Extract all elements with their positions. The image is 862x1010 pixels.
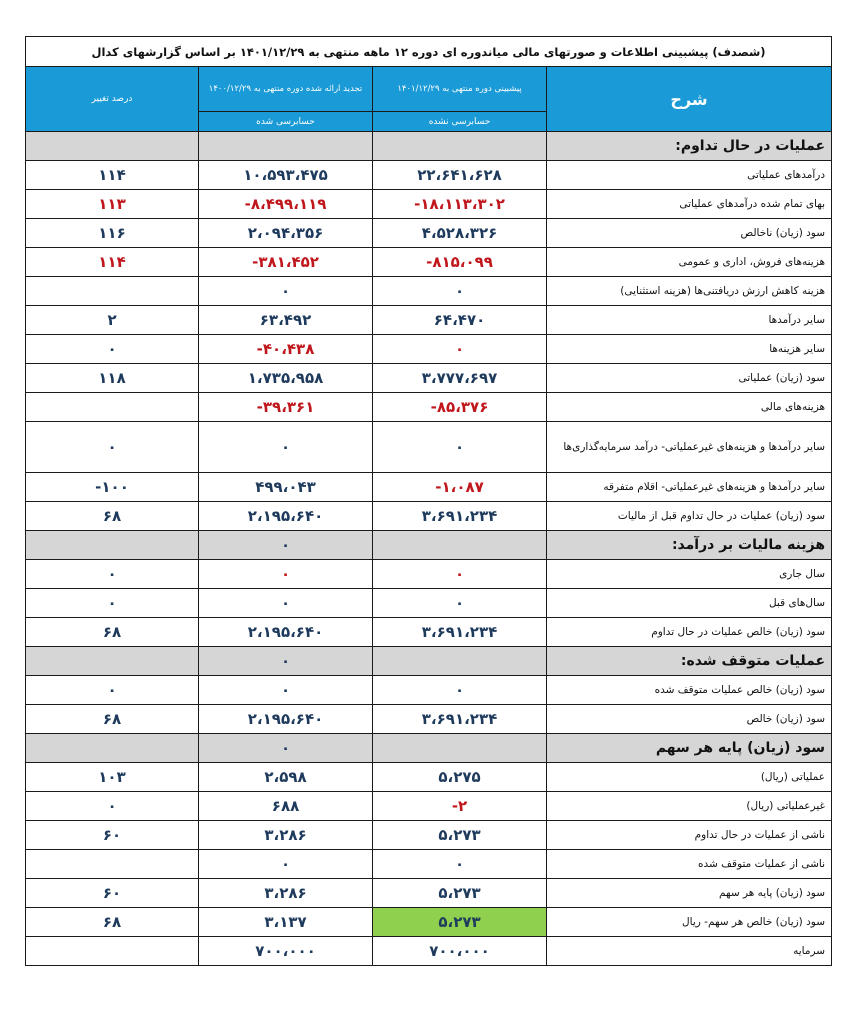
cell-change-percent [26, 132, 199, 161]
cell-change-percent: ۱۱۶ [26, 219, 199, 248]
cell-change-percent: ۱۱۴ [26, 161, 199, 190]
financial-forecast-table [25, 36, 832, 966]
cell-forecast: ۳،۶۹۱،۲۳۴ [373, 705, 547, 734]
table-row [26, 792, 832, 821]
cell-change-percent [26, 850, 199, 879]
row-description: عملیات در حال تداوم: [547, 132, 832, 161]
header-description: شرح [547, 67, 832, 132]
cell-forecast: ۳،۷۷۷،۶۹۷ [373, 364, 547, 393]
row-description: سود (زیان) خالص هر سهم- ریال [547, 908, 832, 937]
cell-restated: -۳۸۱،۴۵۲ [199, 248, 373, 277]
cell-change-percent: ۱۱۸ [26, 364, 199, 393]
table-row [26, 908, 832, 937]
row-description: سال‌های قبل [547, 589, 832, 618]
cell-change-percent: ۰ [26, 589, 199, 618]
row-description: سود (زیان) ناخالص [547, 219, 832, 248]
cell-forecast: ۵،۲۷۵ [373, 763, 547, 792]
row-description: غیرعملیاتی (ریال) [547, 792, 832, 821]
cell-restated: ۰ [199, 422, 373, 473]
header-restated-audit: حسابرسی شده [199, 112, 373, 132]
table-row [26, 473, 832, 502]
table-row [26, 248, 832, 277]
row-description: سایر درآمدها و هزینه‌های غیرعملیاتی- اقلام متفرقه [547, 473, 832, 502]
cell-restated: ۶۳،۴۹۲ [199, 306, 373, 335]
table-row [26, 821, 832, 850]
cell-forecast: ۲۲،۶۴۱،۶۲۸ [373, 161, 547, 190]
cell-change-percent: ۶۰ [26, 821, 199, 850]
table-row [26, 937, 832, 966]
row-description: سود (زیان) پایه هر سهم [547, 879, 832, 908]
cell-restated: ۲،۱۹۵،۶۴۰ [199, 502, 373, 531]
cell-change-percent [26, 937, 199, 966]
cell-forecast: ۴،۵۲۸،۳۲۶ [373, 219, 547, 248]
cell-forecast: ۰ [373, 335, 547, 364]
row-description: ناشی از عملیات متوقف شده [547, 850, 832, 879]
row-description: سرمایه [547, 937, 832, 966]
cell-change-percent [26, 277, 199, 306]
cell-forecast: ۶۴،۴۷۰ [373, 306, 547, 335]
header-forecast-audit: حسابرسی نشده [373, 112, 547, 132]
section-row [26, 647, 832, 676]
table-row [26, 618, 832, 647]
cell-restated: ۲،۰۹۴،۳۵۶ [199, 219, 373, 248]
cell-forecast: ۷۰۰،۰۰۰ [373, 937, 547, 966]
cell-change-percent: ۱۱۴ [26, 248, 199, 277]
table-title: (شصدف) پیشبینی اطلاعات و صورتهای مالی میاندوره ای دوره ۱۲ ماهه منتهی به ۱۴۰۱/۱۲/۲۹ بر اساس گزارشهای کدال [26, 37, 832, 67]
cell-change-percent: ۰ [26, 792, 199, 821]
cell-forecast [373, 132, 547, 161]
cell-restated: ۳،۲۸۶ [199, 821, 373, 850]
row-description: عملیات متوقف شده: [547, 647, 832, 676]
table-row [26, 763, 832, 792]
cell-forecast: ۰ [373, 676, 547, 705]
cell-restated: ۰ [199, 850, 373, 879]
cell-restated [199, 132, 373, 161]
cell-restated: ۷۰۰،۰۰۰ [199, 937, 373, 966]
cell-restated: ۰ [199, 676, 373, 705]
cell-change-percent: ۰ [26, 335, 199, 364]
cell-restated: ۱۰،۵۹۳،۴۷۵ [199, 161, 373, 190]
row-description: سود (زیان) خالص عملیات در حال تداوم [547, 618, 832, 647]
cell-change-percent: ۰ [26, 676, 199, 705]
cell-forecast: ۰ [373, 277, 547, 306]
cell-restated: ۲،۱۹۵،۶۴۰ [199, 618, 373, 647]
cell-change-percent: ۰ [26, 560, 199, 589]
cell-change-percent: ۰ [26, 422, 199, 473]
cell-change-percent [26, 734, 199, 763]
cell-forecast: ۳،۶۹۱،۲۳۴ [373, 618, 547, 647]
row-description: عملیاتی (ریال) [547, 763, 832, 792]
cell-change-percent: ۶۸ [26, 705, 199, 734]
cell-restated: ۰ [199, 647, 373, 676]
row-description: ناشی از عملیات در حال تداوم [547, 821, 832, 850]
table-row [26, 879, 832, 908]
cell-restated: ۴۹۹،۰۴۳ [199, 473, 373, 502]
cell-change-percent: ۶۸ [26, 908, 199, 937]
cell-restated: -۴۰،۴۳۸ [199, 335, 373, 364]
cell-forecast: -۲ [373, 792, 547, 821]
table-row [26, 364, 832, 393]
table-row [26, 277, 832, 306]
cell-change-percent: ۶۸ [26, 618, 199, 647]
header-forecast-period: پیشبینی دوره منتهی به ۱۴۰۱/۱۲/۲۹ [373, 67, 547, 112]
cell-restated: ۳،۱۳۷ [199, 908, 373, 937]
table-row [26, 219, 832, 248]
table-row [26, 850, 832, 879]
table-row [26, 335, 832, 364]
cell-change-percent: ۲ [26, 306, 199, 335]
cell-forecast [373, 734, 547, 763]
cell-restated: ۲،۱۹۵،۶۴۰ [199, 705, 373, 734]
row-description: هزینه کاهش ارزش دریافتنی‌ها (هزینه استثنایی) [547, 277, 832, 306]
cell-change-percent: ۱۱۳ [26, 190, 199, 219]
cell-forecast: ۵،۲۷۳ [373, 821, 547, 850]
row-description: سایر هزینه‌ها [547, 335, 832, 364]
row-description: سایر درآمدها [547, 306, 832, 335]
table-row [26, 560, 832, 589]
row-description: سود (زیان) عملیات در حال تداوم قبل از مالیات [547, 502, 832, 531]
cell-forecast: ۰ [373, 422, 547, 473]
cell-forecast: -۱۸،۱۱۳،۳۰۲ [373, 190, 547, 219]
row-description: هزینه‌های مالی [547, 393, 832, 422]
row-description: درآمدهای عملیاتی [547, 161, 832, 190]
cell-restated: ۰ [199, 531, 373, 560]
cell-restated: ۰ [199, 277, 373, 306]
cell-forecast: -۱،۰۸۷ [373, 473, 547, 502]
cell-change-percent: ۶۸ [26, 502, 199, 531]
section-row [26, 734, 832, 763]
cell-restated: -۳۹،۳۶۱ [199, 393, 373, 422]
cell-change-percent [26, 531, 199, 560]
cell-forecast: ۵،۲۷۳ [373, 879, 547, 908]
header-change-percent: درصد تغییر [26, 67, 199, 132]
row-description: بهای تمام شده درآمدهای عملیاتی [547, 190, 832, 219]
cell-restated: ۱،۷۳۵،۹۵۸ [199, 364, 373, 393]
section-row [26, 531, 832, 560]
cell-forecast: -۸۵،۳۷۶ [373, 393, 547, 422]
cell-forecast [373, 647, 547, 676]
table-row [26, 705, 832, 734]
cell-change-percent [26, 393, 199, 422]
cell-forecast: ۰ [373, 560, 547, 589]
cell-forecast: ۳،۶۹۱،۲۳۴ [373, 502, 547, 531]
cell-restated: ۰ [199, 560, 373, 589]
cell-restated: ۳،۲۸۶ [199, 879, 373, 908]
table-row [26, 589, 832, 618]
cell-restated: ۰ [199, 734, 373, 763]
header-restated-period: تجدید ارائه شده دوره منتهی به ۱۴۰۰/۱۲/۲۹ [199, 67, 373, 112]
section-row [26, 132, 832, 161]
table-row [26, 422, 832, 473]
table-row [26, 502, 832, 531]
row-description: هزینه مالیات بر درآمد: [547, 531, 832, 560]
cell-restated: ۶۸۸ [199, 792, 373, 821]
cell-forecast: ۰ [373, 850, 547, 879]
cell-change-percent: -۱۰۰ [26, 473, 199, 502]
row-description: سایر درآمدها و هزینه‌های غیرعملیاتی- درآمد سرمایه‌گذاری‌ها [547, 422, 832, 473]
cell-restated: -۸،۴۹۹،۱۱۹ [199, 190, 373, 219]
cell-change-percent: ۱۰۳ [26, 763, 199, 792]
cell-change-percent [26, 647, 199, 676]
cell-forecast: ۵،۲۷۳ [373, 908, 547, 937]
cell-forecast: ۰ [373, 589, 547, 618]
cell-forecast [373, 531, 547, 560]
cell-restated: ۲،۵۹۸ [199, 763, 373, 792]
row-description: هزینه‌های فروش، اداری و عمومی [547, 248, 832, 277]
row-description: سود (زیان) پایه هر سهم [547, 734, 832, 763]
row-description: سال جاری [547, 560, 832, 589]
table-row [26, 393, 832, 422]
cell-restated: ۰ [199, 589, 373, 618]
row-description: سود (زیان) خالص [547, 705, 832, 734]
row-description: سود (زیان) خالص عملیات متوقف شده [547, 676, 832, 705]
table-row [26, 161, 832, 190]
cell-change-percent: ۶۰ [26, 879, 199, 908]
table-row [26, 676, 832, 705]
row-description: سود (زیان) عملیاتی [547, 364, 832, 393]
cell-forecast: -۸۱۵،۰۹۹ [373, 248, 547, 277]
table-row [26, 190, 832, 219]
table-row [26, 306, 832, 335]
